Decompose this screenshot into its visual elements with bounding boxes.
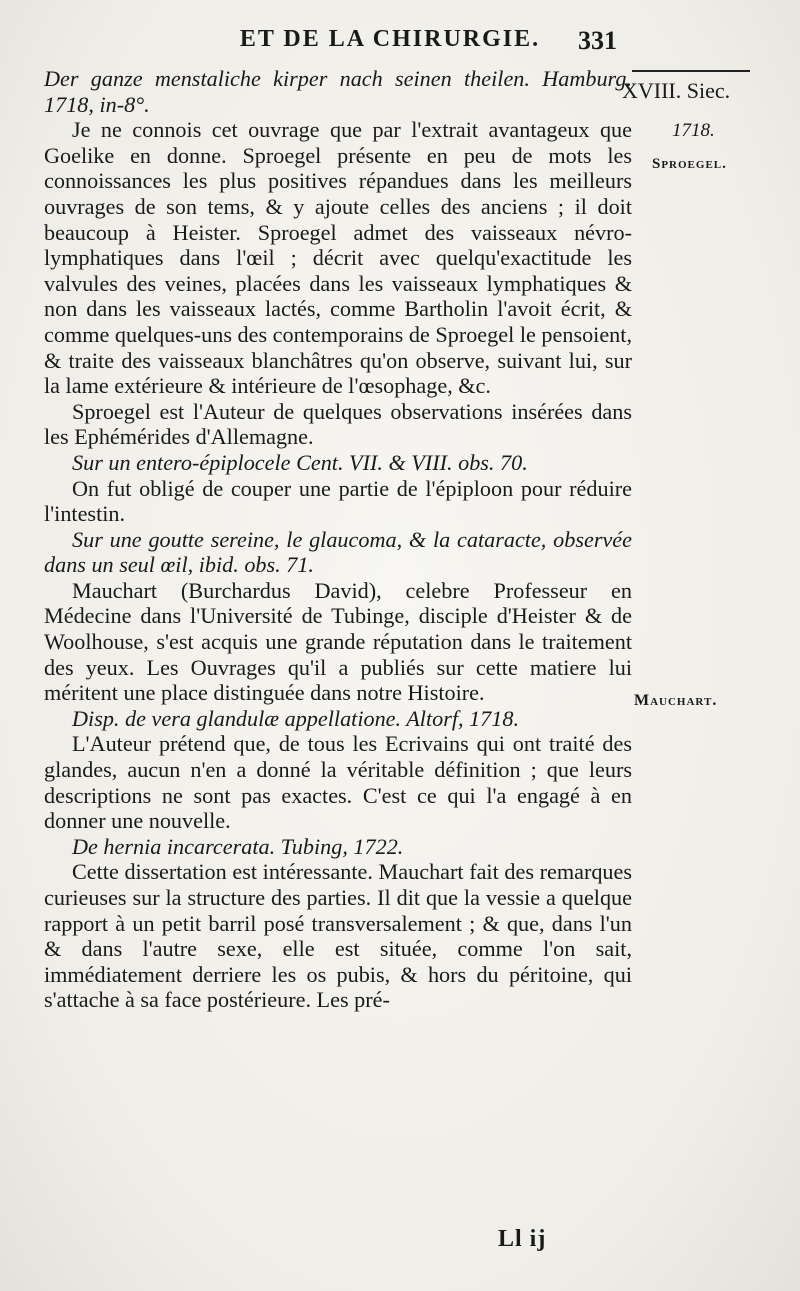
work-title: Der ganze menstaliche kirper nach seinen theilen. Hamburg. 1718, in-8°. [44,66,632,117]
paragraph: Cette dissertation est intéressante. Mauchart fait des remarques curieuses sur la structure des parties. Il dit que la vessie a quelque rapport à un petit barril posé transversalement ; & que, dans l'un & dans l'autre sexe, elle est située, comme l'on sait, immédiatement derriere les os pubis, & hors du péritoine, qui s'attache à sa face postérieure. Les pré- [44,859,632,1013]
margin-author-mauchart: Mauchart. [634,692,718,709]
work-title: Sur une goutte sereine, le glaucoma, & la cataracte, observée dans un seul œil, ibid. obs. 71. [44,526,632,578]
margin-year: 1718. [672,120,715,141]
page-number: 331 [578,26,617,55]
work-title: De hernia incarcerata. Tubing, 1722. [72,833,404,859]
signature-mark: Ll ij [498,1226,547,1252]
body-text [44,66,632,1013]
paragraph: Je ne connois cet ouvrage que par l'extrait avantageux que Goelike en donne. Sproegel présente en peu de mots les connoissances les plus positives répandues dans les meilleurs ouvrages de son tems, & y ajoute celles des anciens ; il doit beaucoup à Heister. Sproegel admet des vaisseaux névro-lymphatiques dans l'œil ; décrit avec quelqu'exactitude les valvules des veines, placées dans les vaisseaux lymphatiques & non dans les vaisseaux lactés, comme Bartholin l'avoit écrit, & comme quelques-uns des contemporains de Sproegel le pensoient, & traite des vaisseaux blanchâtres qu'on observe, suivant lui, sur la lame extérieure & intérieure de l'œsophage, &c. [44,117,632,399]
running-head: ET DE LA CHIRURGIE. [239,26,541,52]
paragraph: On fut obligé de couper une partie de l'épiploon pour réduire l'intestin. [44,475,632,527]
work-title: Sur un entero-épiplocele Cent. VII. & VIII. obs. 70. [72,449,528,475]
paragraph: L'Auteur prétend que, de tous les Ecrivains qui ont traité des glandes, aucun n'en a donné la véritable définition ; que leurs descriptions ne sont pas exactes. C'est ce qui l'a engagé à en donner une nouvelle. [44,731,632,834]
margin-century: XVIII. Siec. [622,78,731,103]
work-title: Disp. de vera glandulæ appellatione. Altorf, 1718. [72,705,520,731]
margin-rule [632,70,750,72]
margin-author-sproegel: Sproegel. [652,156,727,172]
paragraph: Mauchart (Burchardus David), celebre Professeur en Médecine dans l'Université de Tubinge, disciple d'Heister & de Woolhouse, s'est acquis une grande réputation dans le traitement des yeux. Les Ouvrages qu'il a publiés sur cette matiere lui méritent une place distinguée dans notre Histoire. [44,577,632,706]
paragraph: Sproegel est l'Auteur de quelques observations insérées dans les Ephémérides d'Allemagne. [44,398,632,450]
